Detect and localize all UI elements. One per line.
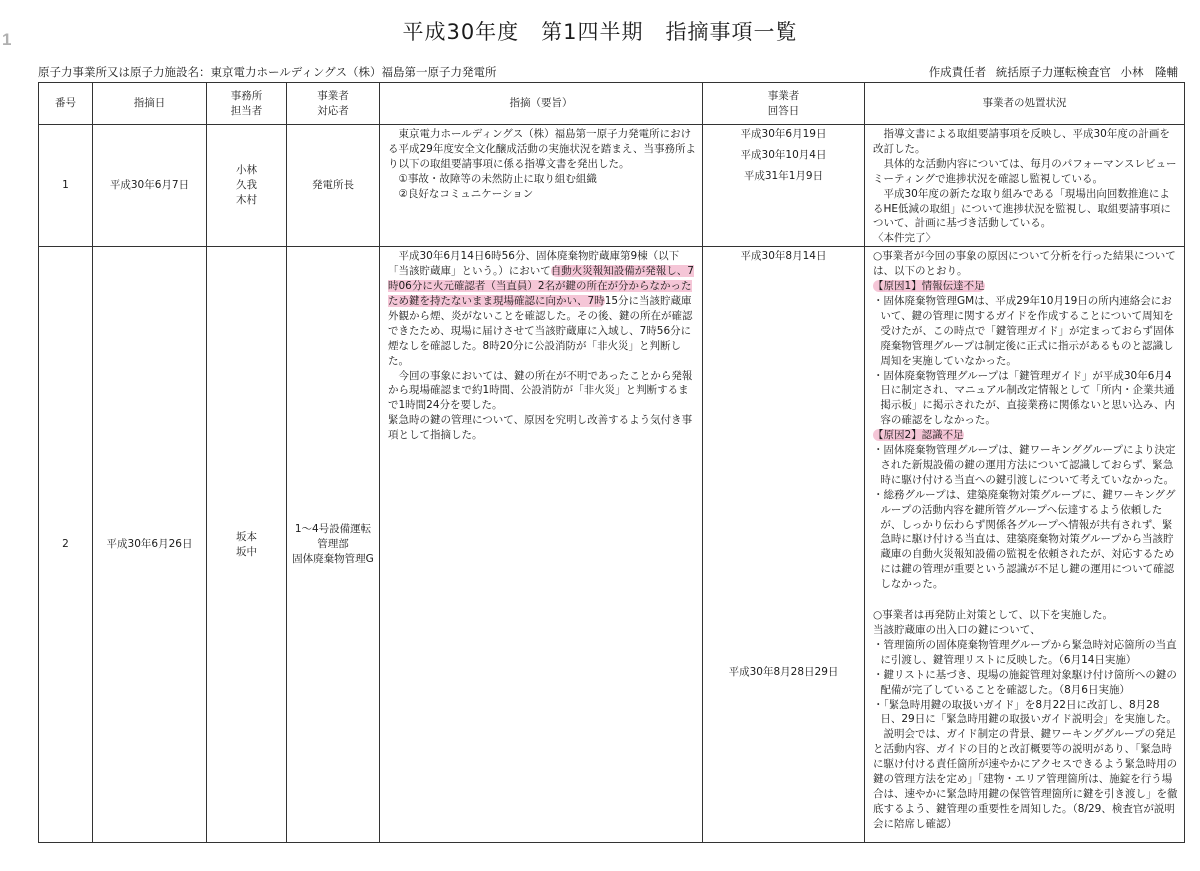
author-label: 作成責任者 (928, 65, 987, 79)
summary-item: ①事故・故障等の未然防止に取り組む組織 (398, 172, 597, 185)
highlighted-text: 【原因2】認識不足 (873, 429, 964, 442)
answer-date: 平成30年8月28日29日 (728, 666, 839, 679)
cause-title (873, 428, 1179, 443)
row-status (865, 125, 1185, 247)
cause-item: ・固体廃棄物管理グループは、鍵ワーキンググループにより決定された新規設備の鍵の運用方法について認識しておらず、緊急時に駆け付ける当直への鍵引渡しについて考えていなかった。 (873, 444, 1176, 486)
answer-date: 平成30年10月4日 (740, 148, 827, 161)
measures-intro: ○事業者は再発防止対策として、以下を実施した。 (873, 609, 1113, 622)
measure-item: ・「緊急時用鍵の取扱いガイド」を8月22日に改訂し、8月28日、29日に「緊急時用鍵の取扱いガイド説明会」を実施した。 (873, 698, 1177, 726)
row-answer-dates (703, 247, 865, 843)
row-number: 1 (39, 125, 93, 247)
row-date: 平成30年6月7日 (93, 125, 207, 247)
summary-lead: 東京電力ホールディングス（株）福島第一原子力発電所における平成29年度安全文化醸成活動の実施状況を踏まえ、当事務所より以下の取組要請事項に係る指導文書を発出した。 (388, 128, 696, 170)
cause-title (873, 279, 1179, 294)
header-row (39, 83, 1185, 125)
row-answer-dates (703, 125, 865, 247)
summary-paragraph (388, 249, 697, 368)
highlighted-text: 【原因1】情報伝達不足 (873, 280, 985, 293)
cause-item: ・固体廃棄物管理グループは「鍵管理ガイド」が平成30年6月4日に制定され、マニュアル制改定情報として「所内・企業共通掲示板」に掲示されたが、直接業務に関係ないと思い込み、内容の確認をしなかった。 (873, 369, 1175, 427)
findings-table (38, 82, 1185, 843)
summary-text: 平成30年6月14日6時56分、固体廃棄物貯蔵庫第9棟（以下「当該貯蔵庫」という。）において (388, 250, 680, 278)
measure-item: ・鍵リストに基づき、現場の施錠管理対象駆け付け箇所への鍵の配備が完了していることを確認した。（8月6日実施） (873, 668, 1177, 696)
facility-label: 原子力事業所又は原子力施設名： (38, 65, 211, 79)
header-date: 指摘日 (93, 83, 207, 125)
row-staff: 坂本 坂中 (207, 247, 287, 843)
status-paragraph: 具体的な活動内容については、毎月のパフォーマンスレビューミーティングで進捗状況を確認し監視している。 (873, 157, 1177, 185)
header-status: 事業者の処置状況 (865, 83, 1185, 125)
summary-paragraph: 緊急時の鍵の管理について、原因を究明し改善するよう気付き事項として指摘した。 (388, 414, 693, 442)
row-status (865, 247, 1185, 843)
summary-text: 15分に当該貯蔵庫外観から煙、炎がないことを確認した。その後、鍵の所在が確認できたため、現場に届けさせて当該貯蔵庫に入域し、7時56分に煙なしを確認した。8時20分に公設消防が「非火災」と判断した。 (388, 294, 693, 367)
summary-item: ②良好なコミュニケーション (398, 187, 534, 200)
row-number: 2 (39, 247, 93, 843)
row-summary (380, 125, 703, 247)
page-number: 1 (2, 30, 12, 49)
table-row (39, 125, 1185, 247)
author-title: 統括原子力運転検査官 (995, 65, 1111, 79)
cause-item: ・固体廃棄物管理GMは、平成29年10月19日の所内連絡会において、鍵の管理に関するガイドを作成することについて周知を受けたが、この時点で「鍵管理ガイド」が定まっておらず固体廃棄物管理グループは制定後に正式に指示があるものと認識し周知を実施していなかった。 (873, 294, 1175, 367)
status-completed: 〈本件完了〉 (873, 232, 936, 245)
header-responder: 事業者 対応者 (287, 83, 380, 125)
answer-date: 平成31年1月9日 (743, 169, 824, 182)
row-staff: 小林 久我 木村 (207, 125, 287, 247)
row-date: 平成30年6月26日 (93, 247, 207, 843)
header-answer-date: 事業者 回答日 (703, 83, 865, 125)
measure-item: ・管理箇所の固体廃棄物管理グループから緊急時対応箇所の当直に引渡し、鍵管理リストに反映した。（6月14日実施） (873, 638, 1177, 666)
header-summary: 指摘（要旨） (380, 83, 703, 125)
facility-name: 東京電力ホールディングス（株）福島第一原子力発電所 (210, 65, 497, 79)
page-title: 平成30年度 第1四半期 指摘事項一覧 (402, 20, 798, 44)
author-info (929, 64, 1178, 80)
highlighted-text: 自動火災報知設備が発報し、7時06分に火元確認者（当直員）2名が鍵の所在が分からなかったため鍵を持たないまま現場確認に向かい、7時 (388, 265, 694, 307)
answer-date: 平成30年8月14日 (740, 250, 827, 263)
row-summary (380, 247, 703, 843)
status-closing: 説明会では、ガイド制定の背景、鍵ワーキンググループの発足と活動内容、ガイドの目的と改訂概要等の説明があり、「緊急時に駆け付ける責任箇所が速やかにアクセスできるよう緊急時用の鍵の管理方法を定め」「建物・エリア管理箇所は、施錠を行う場合は、速やかに緊急時用鍵の保管管理箇所に鍵を引き渡し」を徹底するよう、鍵管理の重要性を周知した。（8/29、検査官が説明会に陪席し確認） (873, 728, 1178, 830)
measures-sub: 当該貯蔵庫の出入口の鍵について、 (873, 624, 1041, 636)
status-intro: ○事業者が今回の事象の原因について分析を行った結果については、以下のとおり。 (873, 250, 1176, 278)
summary-paragraph: 今回の事象においては、鍵の所在が不明であったことから発報から現場確認まで約1時間、公設消防が「非火災」と判断するまで1時間24分を要した。 (388, 369, 693, 412)
status-paragraph: 指導文書による取組要請事項を反映し、平成30年度の計画を改訂した。 (873, 128, 1170, 155)
row-responder: 発電所長 (287, 125, 380, 247)
table-row (39, 247, 1185, 843)
answer-date: 平成30年6月19日 (740, 128, 827, 140)
header-number: 番号 (39, 83, 93, 125)
author-name: 小林 隆輔 (1120, 65, 1178, 79)
header-office-staff: 事務所 担当者 (207, 83, 287, 125)
cause-item: ・総務グループは、建築廃棄物対策グループに、鍵ワーキンググループの活動内容を鍵所管グループへ伝達するよう依頼したが、しっかり伝わらず関係各グループへ情報が共有されず、緊急時に駆け付ける当直は、建築廃棄物対策グループから当該貯蔵庫の自動火災報知設備の監視を依頼されたが、対応するためには鍵の管理が重要という認識が不足し鍵の運用について確認しなかった。 (873, 488, 1176, 591)
facility-info (38, 64, 497, 80)
row-responder: 1～4号設備運転管理部 固体廃棄物管理G (287, 247, 380, 843)
status-paragraph: 平成30年度の新たな取り組みである「現場出向回数推進によるHE低減の取組」について進捗状況を監視し、取組要請事項について、計画に基づき活動している。 (873, 187, 1171, 230)
